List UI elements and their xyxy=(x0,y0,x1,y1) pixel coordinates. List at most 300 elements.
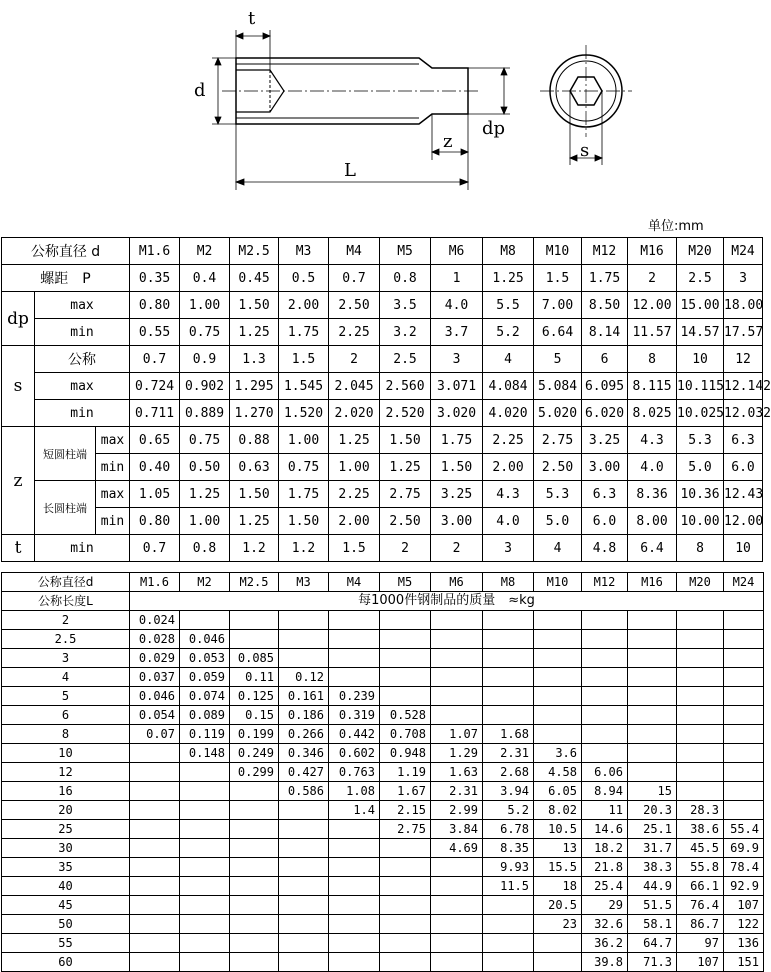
mass-value-cell xyxy=(724,611,764,630)
mass-value-cell xyxy=(329,668,380,687)
value-cell: 3.00 xyxy=(431,508,483,535)
value-cell: 0.35 xyxy=(130,265,180,292)
mass-value-cell xyxy=(582,744,628,763)
s-max-label: max xyxy=(35,373,130,400)
mass-value-cell: 3.94 xyxy=(483,782,534,801)
value-cell: 1.270 xyxy=(230,400,279,427)
mass-value-cell: 92.9 xyxy=(724,877,764,896)
mass-value-cell xyxy=(431,953,483,972)
value-cell: 2.75 xyxy=(380,481,431,508)
mass-value-cell xyxy=(483,630,534,649)
value-cell: 3.25 xyxy=(431,481,483,508)
mass-value-cell xyxy=(180,896,230,915)
mass-value-cell xyxy=(329,630,380,649)
mass-length-cell: 16 xyxy=(2,782,130,801)
mass-value-cell xyxy=(582,649,628,668)
mass-length-cell: 3 xyxy=(2,649,130,668)
set-screw-drawing xyxy=(0,0,764,212)
mass-value-cell: 39.8 xyxy=(582,953,628,972)
mass-value-cell: 5.2 xyxy=(483,801,534,820)
mass-value-cell xyxy=(534,630,582,649)
mass-value-cell: 0.319 xyxy=(329,706,380,725)
mass-value-cell: 0.708 xyxy=(380,725,431,744)
mass-value-cell xyxy=(534,934,582,953)
mass-value-cell xyxy=(329,611,380,630)
mass-value-cell xyxy=(180,820,230,839)
s-label: s xyxy=(2,346,35,427)
mass-value-cell xyxy=(230,782,279,801)
value-cell: 10.115 xyxy=(677,373,724,400)
mass-value-cell: 66.1 xyxy=(677,877,724,896)
dp-min-label: min xyxy=(35,319,130,346)
value-cell: 1.25 xyxy=(483,265,534,292)
mass-value-cell: 11 xyxy=(582,801,628,820)
value-cell: 12.142 xyxy=(724,373,763,400)
value-cell: 1.295 xyxy=(230,373,279,400)
mass-row xyxy=(2,725,764,744)
value-cell: 7.00 xyxy=(534,292,582,319)
row-z-short-max xyxy=(2,427,763,454)
value-cell: 4.0 xyxy=(431,292,483,319)
mass-value-cell: 6.78 xyxy=(483,820,534,839)
value-cell: 3.2 xyxy=(380,319,431,346)
mass-row xyxy=(2,649,764,668)
mass-value-cell xyxy=(279,801,329,820)
mass-value-cell xyxy=(582,725,628,744)
value-cell: 0.75 xyxy=(180,319,230,346)
mass-length-cell: 30 xyxy=(2,839,130,858)
value-cell: 1.75 xyxy=(431,427,483,454)
mass-value-cell xyxy=(677,687,724,706)
mass-value-cell xyxy=(677,782,724,801)
mass-row xyxy=(2,668,764,687)
mass-value-cell: 0.12 xyxy=(279,668,329,687)
value-cell: 12.032 xyxy=(724,400,763,427)
mass-length-cell: 45 xyxy=(2,896,130,915)
value-cell: 5 xyxy=(534,346,582,373)
mass-value-cell xyxy=(130,896,180,915)
mass-value-cell xyxy=(677,630,724,649)
mass-size-header: M4 xyxy=(329,573,380,592)
mass-value-cell: 0.763 xyxy=(329,763,380,782)
value-cell: 1.2 xyxy=(230,535,279,562)
mass-value-cell: 20.3 xyxy=(628,801,677,820)
value-cell: 0.8 xyxy=(180,535,230,562)
mass-row xyxy=(2,706,764,725)
value-cell: 6.3 xyxy=(724,427,763,454)
mass-value-cell: 8.02 xyxy=(534,801,582,820)
value-cell: 2.50 xyxy=(534,454,582,481)
value-cell: 0.75 xyxy=(180,427,230,454)
value-cell: 0.7 xyxy=(329,265,380,292)
mass-value-cell xyxy=(483,668,534,687)
mass-header-row xyxy=(2,573,764,592)
mass-value-cell: 9.93 xyxy=(483,858,534,877)
z-long-min-label: min xyxy=(96,508,130,535)
mass-value-cell xyxy=(431,611,483,630)
mass-value-cell: 6.05 xyxy=(534,782,582,801)
mass-value-cell: 0.029 xyxy=(130,649,180,668)
value-cell: 8.50 xyxy=(582,292,628,319)
mass-value-cell: 6.06 xyxy=(582,763,628,782)
value-cell: 1.5 xyxy=(279,346,329,373)
mass-value-cell xyxy=(180,915,230,934)
s-nominal-label: 公称 xyxy=(35,346,130,373)
mass-value-cell xyxy=(279,630,329,649)
mass-value-cell: 28.3 xyxy=(677,801,724,820)
mass-value-cell: 14.6 xyxy=(582,820,628,839)
mass-value-cell xyxy=(279,915,329,934)
value-cell: 3 xyxy=(431,346,483,373)
mass-value-cell xyxy=(180,858,230,877)
value-cell: 1.25 xyxy=(380,454,431,481)
value-cell: 1.25 xyxy=(329,427,380,454)
row-dp-min xyxy=(2,319,763,346)
z-short-max-label: max xyxy=(96,427,130,454)
mass-value-cell xyxy=(724,782,764,801)
mass-value-cell xyxy=(180,839,230,858)
value-cell: 3.7 xyxy=(431,319,483,346)
mass-value-cell xyxy=(534,668,582,687)
value-cell: 12 xyxy=(724,346,763,373)
value-cell: 10.00 xyxy=(677,508,724,535)
mass-value-cell xyxy=(483,934,534,953)
mass-value-cell: 51.5 xyxy=(628,896,677,915)
row-nominal-diameter xyxy=(2,238,763,265)
mass-value-cell xyxy=(724,649,764,668)
mass-value-cell xyxy=(724,706,764,725)
value-cell: 0.902 xyxy=(180,373,230,400)
mass-value-cell: 1.19 xyxy=(380,763,431,782)
value-cell: 0.5 xyxy=(279,265,329,292)
mass-value-cell: 0.053 xyxy=(180,649,230,668)
mass-value-cell xyxy=(724,801,764,820)
value-cell: 2.020 xyxy=(329,400,380,427)
mass-value-cell: 4.58 xyxy=(534,763,582,782)
mass-size-header: M1.6 xyxy=(130,573,180,592)
value-cell: 4.3 xyxy=(628,427,677,454)
value-cell: 3 xyxy=(483,535,534,562)
mass-value-cell: 25.4 xyxy=(582,877,628,896)
mass-value-cell: 2.75 xyxy=(380,820,431,839)
mass-value-cell: 38.6 xyxy=(677,820,724,839)
value-cell: 1.50 xyxy=(230,292,279,319)
mass-value-cell: 8.94 xyxy=(582,782,628,801)
mass-value-cell: 0.11 xyxy=(230,668,279,687)
mass-value-cell: 107 xyxy=(677,953,724,972)
mass-value-cell: 0.07 xyxy=(130,725,180,744)
value-cell: 1.50 xyxy=(279,508,329,535)
pitch-label: 螺距 P xyxy=(2,265,130,292)
z-short-label: 短圆柱端 xyxy=(35,427,96,481)
value-cell: 1.3 xyxy=(230,346,279,373)
z-long-label: 长圆柱端 xyxy=(35,481,96,535)
value-cell: 2.00 xyxy=(279,292,329,319)
mass-length-cell: 10 xyxy=(2,744,130,763)
value-cell: 1.545 xyxy=(279,373,329,400)
mass-value-cell xyxy=(279,611,329,630)
row-z-short-min xyxy=(2,454,763,481)
mass-value-cell: 69.9 xyxy=(724,839,764,858)
size-header: M2 xyxy=(180,238,230,265)
mass-value-cell xyxy=(380,934,431,953)
value-cell: 8.115 xyxy=(628,373,677,400)
value-cell: 5.084 xyxy=(534,373,582,400)
mass-value-cell xyxy=(483,649,534,668)
value-cell: 0.65 xyxy=(130,427,180,454)
size-header: M6 xyxy=(431,238,483,265)
mass-row xyxy=(2,782,764,801)
label-s: s xyxy=(580,140,590,161)
value-cell: 1.00 xyxy=(180,292,230,319)
mass-value-cell xyxy=(582,687,628,706)
mass-value-cell: 0.239 xyxy=(329,687,380,706)
mass-row xyxy=(2,934,764,953)
mass-value-cell: 0.299 xyxy=(230,763,279,782)
size-header: M4 xyxy=(329,238,380,265)
mass-value-cell: 0.085 xyxy=(230,649,279,668)
size-header: M5 xyxy=(380,238,431,265)
mass-size-header: M20 xyxy=(677,573,724,592)
mass-value-cell: 136 xyxy=(724,934,764,953)
label-t: t xyxy=(248,8,256,29)
mass-size-header: M8 xyxy=(483,573,534,592)
value-cell: 4 xyxy=(483,346,534,373)
mass-size-header: M12 xyxy=(582,573,628,592)
value-cell: 0.75 xyxy=(279,454,329,481)
row-dp-max xyxy=(2,292,763,319)
mass-value-cell: 1.67 xyxy=(380,782,431,801)
mass-value-cell xyxy=(230,839,279,858)
value-cell: 1.5 xyxy=(534,265,582,292)
value-cell: 1.520 xyxy=(279,400,329,427)
mass-value-cell: 0.028 xyxy=(130,630,180,649)
mass-value-cell xyxy=(180,611,230,630)
mass-row xyxy=(2,858,764,877)
mass-value-cell: 18 xyxy=(534,877,582,896)
value-cell: 2.520 xyxy=(380,400,431,427)
mass-value-cell xyxy=(628,725,677,744)
mass-length-cell: 8 xyxy=(2,725,130,744)
mass-value-cell xyxy=(329,877,380,896)
mass-length-cell: 40 xyxy=(2,877,130,896)
mass-value-cell xyxy=(677,706,724,725)
value-cell: 8.14 xyxy=(582,319,628,346)
mass-value-cell xyxy=(130,877,180,896)
mass-value-cell: 1.63 xyxy=(431,763,483,782)
mass-value-cell xyxy=(582,668,628,687)
mass-length-cell: 35 xyxy=(2,858,130,877)
row-s-nominal xyxy=(2,346,763,373)
mass-value-cell xyxy=(130,953,180,972)
mass-row xyxy=(2,915,764,934)
mass-value-cell: 29 xyxy=(582,896,628,915)
mass-value-cell xyxy=(230,611,279,630)
mass-length-label: 公称长度L xyxy=(2,592,130,611)
mass-value-cell xyxy=(628,611,677,630)
mass-value-cell: 44.9 xyxy=(628,877,677,896)
mass-value-cell xyxy=(431,706,483,725)
mass-value-cell: 1.68 xyxy=(483,725,534,744)
mass-value-cell xyxy=(431,687,483,706)
mass-value-cell xyxy=(380,896,431,915)
mass-value-cell xyxy=(431,915,483,934)
mass-value-cell xyxy=(329,649,380,668)
mass-value-cell xyxy=(582,630,628,649)
value-cell: 4.3 xyxy=(483,481,534,508)
mass-row xyxy=(2,611,764,630)
dp-max-label: max xyxy=(35,292,130,319)
value-cell: 1.75 xyxy=(279,481,329,508)
z-short-min-label: min xyxy=(96,454,130,481)
value-cell: 3.5 xyxy=(380,292,431,319)
mass-value-cell xyxy=(582,611,628,630)
value-cell: 3 xyxy=(724,265,763,292)
value-cell: 6 xyxy=(582,346,628,373)
mass-value-cell: 25.1 xyxy=(628,820,677,839)
mass-value-cell xyxy=(279,934,329,953)
value-cell: 17.57 xyxy=(724,319,763,346)
mass-value-cell: 0.15 xyxy=(230,706,279,725)
mass-row xyxy=(2,896,764,915)
size-header: M1.6 xyxy=(130,238,180,265)
mass-value-cell xyxy=(380,649,431,668)
row-s-max xyxy=(2,373,763,400)
value-cell: 1.00 xyxy=(180,508,230,535)
value-cell: 6.020 xyxy=(582,400,628,427)
value-cell: 0.711 xyxy=(130,400,180,427)
value-cell: 5.3 xyxy=(534,481,582,508)
value-cell: 1.25 xyxy=(180,481,230,508)
mass-value-cell: 58.1 xyxy=(628,915,677,934)
mass-value-cell xyxy=(431,649,483,668)
mass-value-cell xyxy=(279,953,329,972)
value-cell: 2.25 xyxy=(329,481,380,508)
mass-value-cell: 0.586 xyxy=(279,782,329,801)
z-label: z xyxy=(2,427,35,535)
mass-value-cell: 0.046 xyxy=(130,687,180,706)
mass-value-cell xyxy=(628,706,677,725)
mass-length-cell: 5 xyxy=(2,687,130,706)
mass-value-cell xyxy=(130,744,180,763)
mass-value-cell: 0.948 xyxy=(380,744,431,763)
mass-value-cell xyxy=(534,611,582,630)
mass-row xyxy=(2,744,764,763)
mass-value-cell xyxy=(628,649,677,668)
value-cell: 2 xyxy=(628,265,677,292)
mass-value-cell xyxy=(582,706,628,725)
value-cell: 1 xyxy=(431,265,483,292)
value-cell: 1.50 xyxy=(380,427,431,454)
mass-row xyxy=(2,877,764,896)
mass-value-cell: 45.5 xyxy=(677,839,724,858)
value-cell: 12.43 xyxy=(724,481,763,508)
value-cell: 1.25 xyxy=(230,508,279,535)
mass-value-cell xyxy=(677,611,724,630)
mass-value-cell xyxy=(380,953,431,972)
mass-value-cell: 1.07 xyxy=(431,725,483,744)
value-cell: 5.020 xyxy=(534,400,582,427)
mass-value-cell xyxy=(431,858,483,877)
mass-value-cell: 55.8 xyxy=(677,858,724,877)
mass-size-header: M2 xyxy=(180,573,230,592)
value-cell: 8 xyxy=(677,535,724,562)
value-cell: 6.3 xyxy=(582,481,628,508)
mass-value-cell xyxy=(130,934,180,953)
mass-value-cell xyxy=(329,953,380,972)
value-cell: 0.40 xyxy=(130,454,180,481)
value-cell: 1.05 xyxy=(130,481,180,508)
mass-nominal-label: 公称直径d xyxy=(2,573,130,592)
mass-value-cell: 0.266 xyxy=(279,725,329,744)
mass-value-cell xyxy=(380,839,431,858)
value-cell: 1.5 xyxy=(329,535,380,562)
unit-label: 单位:mm xyxy=(648,219,704,234)
size-header: M2.5 xyxy=(230,238,279,265)
mass-value-cell: 2.15 xyxy=(380,801,431,820)
mass-value-cell xyxy=(431,934,483,953)
value-cell: 1.50 xyxy=(431,454,483,481)
value-cell: 2.00 xyxy=(329,508,380,535)
value-cell: 5.0 xyxy=(677,454,724,481)
mass-value-cell: 13 xyxy=(534,839,582,858)
mass-length-cell: 50 xyxy=(2,915,130,934)
mass-value-cell xyxy=(230,953,279,972)
mass-value-cell xyxy=(180,934,230,953)
mass-value-cell xyxy=(329,839,380,858)
mass-value-cell xyxy=(628,687,677,706)
mass-value-cell xyxy=(628,630,677,649)
label-dp: dp xyxy=(482,118,506,139)
value-cell: 0.63 xyxy=(230,454,279,481)
size-header: M10 xyxy=(534,238,582,265)
mass-value-cell: 86.7 xyxy=(677,915,724,934)
value-cell: 4.084 xyxy=(483,373,534,400)
mass-value-cell xyxy=(431,630,483,649)
mass-value-cell xyxy=(130,915,180,934)
value-cell: 0.80 xyxy=(130,292,180,319)
mass-value-cell xyxy=(279,858,329,877)
mass-value-cell: 18.2 xyxy=(582,839,628,858)
mass-value-cell xyxy=(677,763,724,782)
mass-value-cell: 0.059 xyxy=(180,668,230,687)
mass-value-cell xyxy=(329,896,380,915)
mass-value-cell xyxy=(483,896,534,915)
mass-value-cell xyxy=(130,858,180,877)
value-cell: 6.64 xyxy=(534,319,582,346)
mass-value-cell xyxy=(279,649,329,668)
mass-value-cell xyxy=(431,877,483,896)
z-long-max-label: max xyxy=(96,481,130,508)
mass-value-cell xyxy=(380,915,431,934)
size-header: M20 xyxy=(677,238,724,265)
mass-value-cell xyxy=(180,763,230,782)
mass-value-cell xyxy=(180,782,230,801)
mass-length-cell: 6 xyxy=(2,706,130,725)
value-cell: 8 xyxy=(628,346,677,373)
mass-value-cell xyxy=(130,839,180,858)
size-header: M3 xyxy=(279,238,329,265)
value-cell: 0.50 xyxy=(180,454,230,481)
mass-value-cell: 0.125 xyxy=(230,687,279,706)
value-cell: 6.0 xyxy=(582,508,628,535)
mass-value-cell xyxy=(483,706,534,725)
mass-value-cell xyxy=(534,649,582,668)
row-z-long-min xyxy=(2,508,763,535)
mass-value-cell: 0.148 xyxy=(180,744,230,763)
mass-value-cell: 3.84 xyxy=(431,820,483,839)
value-cell: 3.25 xyxy=(582,427,628,454)
